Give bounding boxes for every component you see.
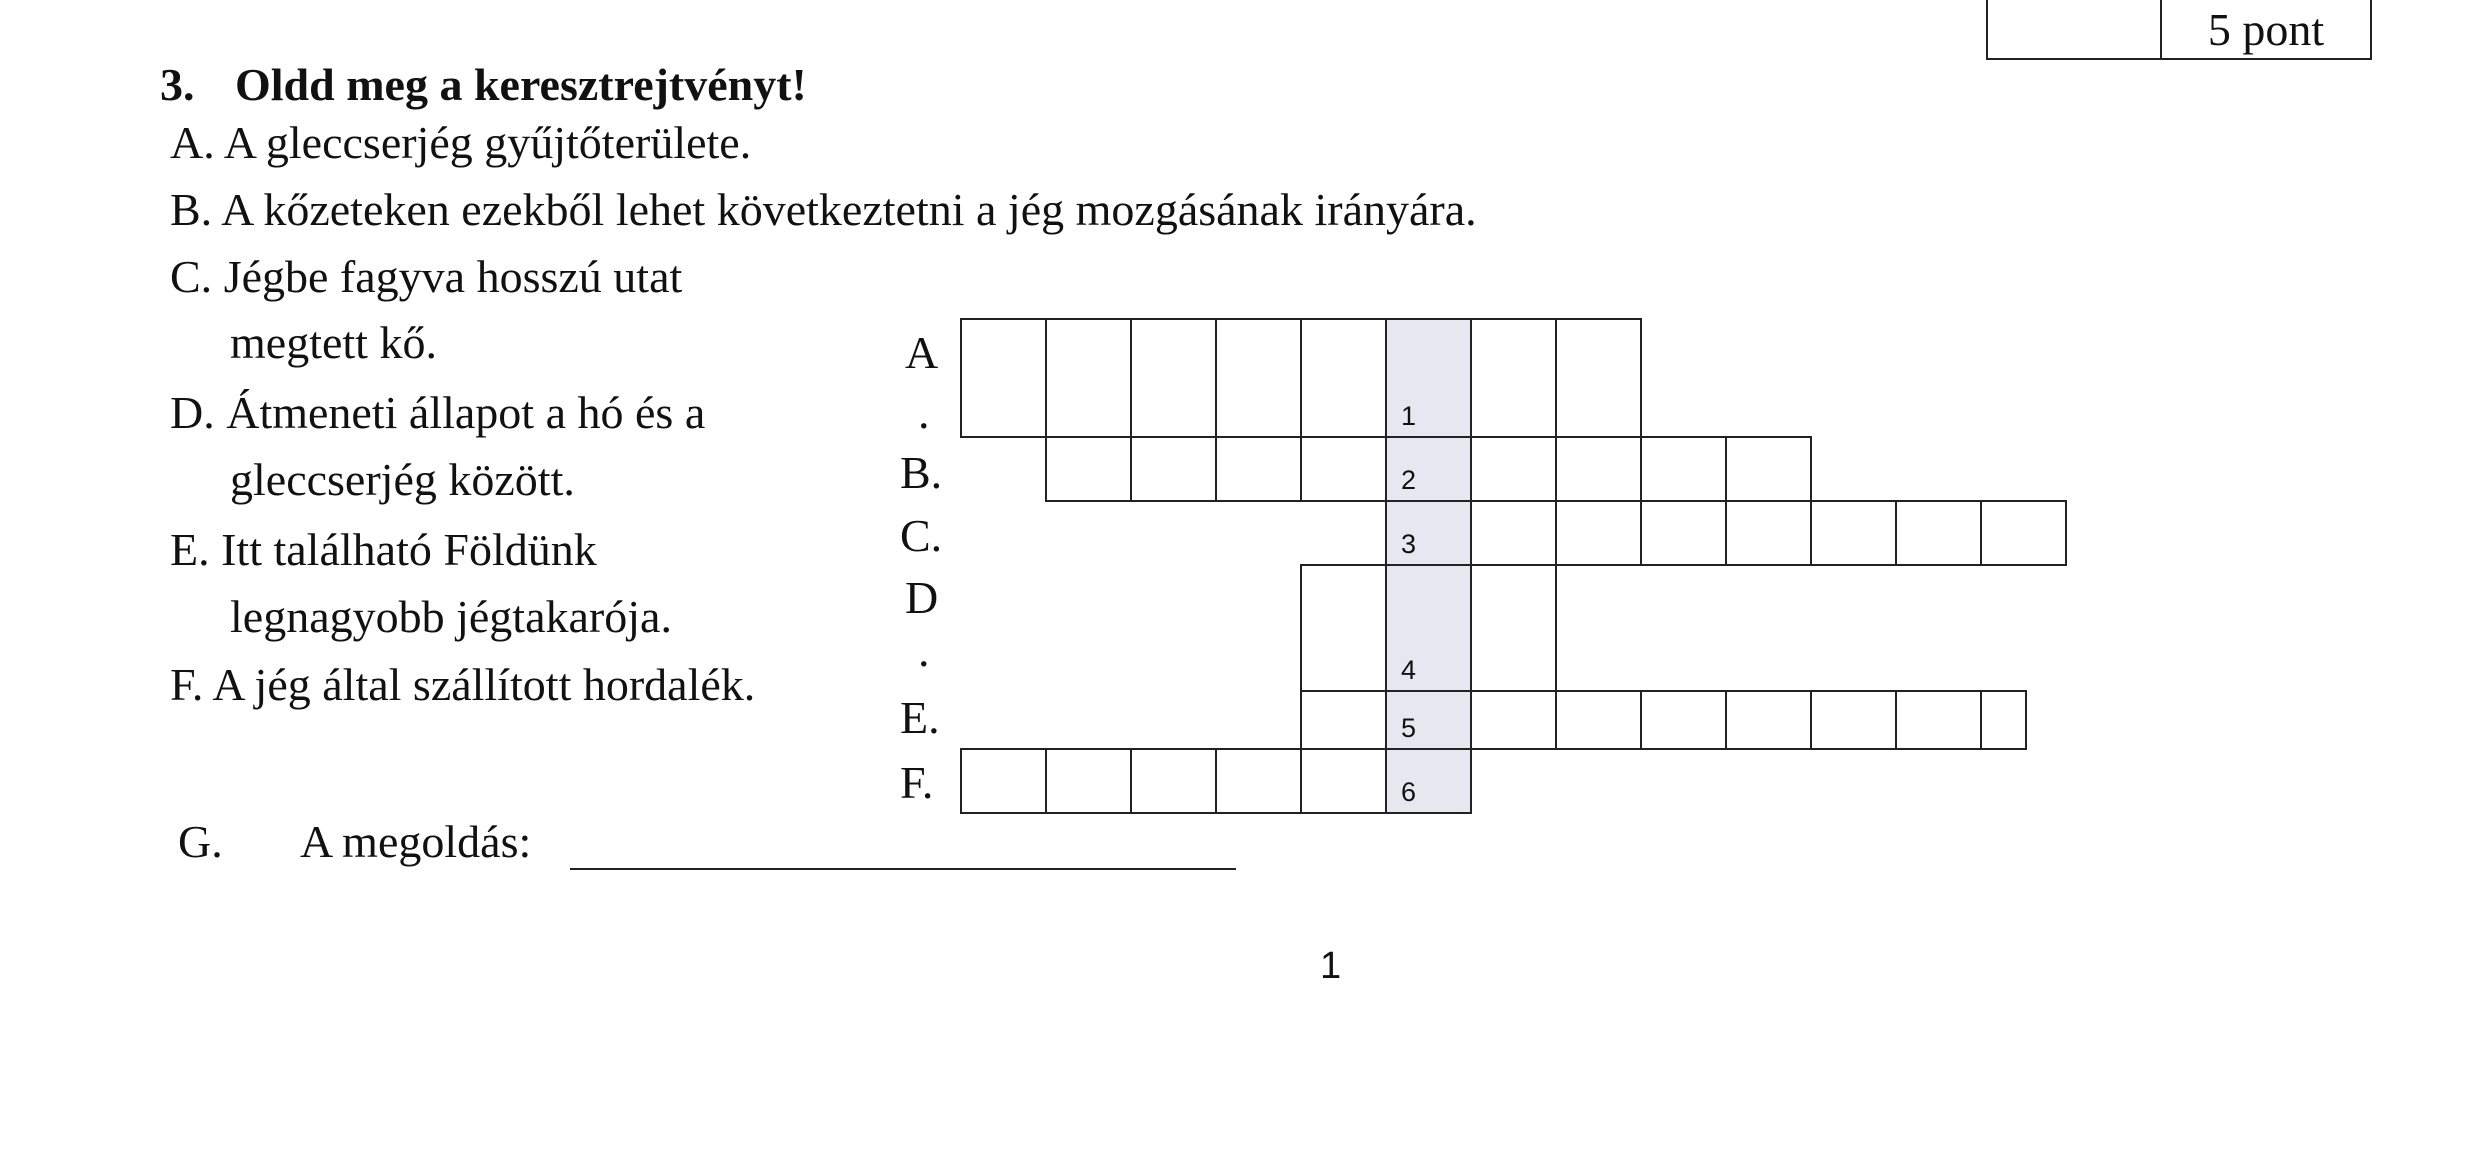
clue-a	[170, 118, 751, 169]
crossword-cell-number: 1	[1401, 401, 1417, 431]
crossword-cell-e-5[interactable]	[1640, 690, 1727, 750]
crossword-cell-a-3[interactable]	[1130, 318, 1217, 438]
clue-d	[170, 388, 705, 439]
crossword-cell-b-3[interactable]	[1215, 436, 1302, 502]
crossword-cell-number: 5	[1401, 713, 1417, 743]
crossword-cell-b-5[interactable]	[1385, 436, 1472, 502]
clue-c	[170, 252, 682, 303]
grid-label-d-dot: .	[918, 625, 930, 676]
grid-label-e: E.	[900, 692, 940, 743]
solution-label: A megoldás:	[300, 816, 532, 867]
crossword-cell-number: 2	[1401, 465, 1417, 495]
task-title-text: Oldd meg a keresztrejtvényt!	[235, 59, 807, 110]
clue-e	[170, 525, 597, 576]
clue-c-text-1: Jégbe fagyva hosszú utat	[223, 251, 683, 302]
solution-answer-line[interactable]	[570, 868, 1236, 870]
crossword-cell-b-9[interactable]	[1725, 436, 1812, 502]
task-number: 3.	[160, 59, 195, 110]
crossword-cell-number: 4	[1401, 655, 1417, 685]
task-title	[160, 58, 807, 111]
crossword-cell-c-1[interactable]	[1385, 500, 1472, 566]
grid-label-f: F.	[900, 757, 934, 808]
score-entry-field[interactable]	[1988, 0, 2162, 58]
crossword-cell-a-8[interactable]	[1555, 318, 1642, 438]
clue-d-text-2: gleccserjég között.	[230, 454, 575, 505]
crossword-cell-e-7[interactable]	[1810, 690, 1897, 750]
crossword-cell-e-9[interactable]	[1980, 690, 2027, 750]
crossword-cell-b-4[interactable]	[1300, 436, 1387, 502]
clue-e-text-1: Itt található Földünk	[221, 524, 597, 575]
solution-letter: G.	[178, 816, 223, 867]
clue-a-letter: A.	[170, 117, 215, 168]
grid-label-a: A	[905, 327, 939, 378]
crossword-cell-e-2[interactable]	[1385, 690, 1472, 750]
crossword-cell-a-4[interactable]	[1215, 318, 1302, 438]
crossword-cell-b-8[interactable]	[1640, 436, 1727, 502]
grid-label-c: C.	[900, 510, 943, 561]
crossword-cell-b-6[interactable]	[1470, 436, 1557, 502]
clue-d-text-1: Átmeneti állapot a hó és a	[226, 387, 706, 438]
crossword-cell-d-1[interactable]	[1300, 564, 1387, 692]
crossword-cell-c-3[interactable]	[1555, 500, 1642, 566]
clue-d-letter: D.	[170, 387, 215, 438]
crossword-cell-e-1[interactable]	[1300, 690, 1387, 750]
clue-f-text: A jég által szállított hordalék.	[212, 659, 756, 710]
crossword-cell-e-3[interactable]	[1470, 690, 1557, 750]
clue-b-letter: B.	[170, 184, 213, 235]
crossword-cell-b-2[interactable]	[1130, 436, 1217, 502]
crossword-cell-c-8[interactable]	[1980, 500, 2067, 566]
crossword-cell-f-3[interactable]	[1130, 748, 1217, 814]
clue-b-text: A kőzeteken ezekből lehet következtetni a jég mozgásának irányára.	[221, 184, 1477, 235]
crossword-cell-c-4[interactable]	[1640, 500, 1727, 566]
crossword-cell-number: 6	[1401, 777, 1417, 807]
crossword-cell-c-5[interactable]	[1725, 500, 1812, 566]
grid-label-b: B.	[900, 447, 943, 498]
crossword-cell-a-2[interactable]	[1045, 318, 1132, 438]
crossword-cell-f-1[interactable]	[960, 748, 1047, 814]
crossword-cell-b-7[interactable]	[1555, 436, 1642, 502]
crossword-cell-e-6[interactable]	[1725, 690, 1812, 750]
grid-label-d: D	[905, 572, 939, 623]
score-points-label: 5 pont	[2207, 4, 2325, 55]
crossword-cell-e-4[interactable]	[1555, 690, 1642, 750]
page-number: 1	[1320, 945, 1342, 987]
crossword-cell-c-7[interactable]	[1895, 500, 1982, 566]
crossword-cell-e-8[interactable]	[1895, 690, 1982, 750]
crossword-cell-c-6[interactable]	[1810, 500, 1897, 566]
crossword-cell-a-7[interactable]	[1470, 318, 1557, 438]
crossword-cell-c-2[interactable]	[1470, 500, 1557, 566]
crossword-cell-b-1[interactable]	[1045, 436, 1132, 502]
crossword-cell-a-5[interactable]	[1300, 318, 1387, 438]
score-box	[1986, 0, 2372, 60]
crossword-cell-number: 3	[1401, 529, 1417, 559]
crossword-cell-f-4[interactable]	[1215, 748, 1302, 814]
crossword-cell-d-3[interactable]	[1470, 564, 1557, 692]
crossword-cell-f-5[interactable]	[1300, 748, 1387, 814]
clue-b	[170, 185, 1477, 236]
clue-e-letter: E.	[170, 524, 210, 575]
crossword-cell-a-1[interactable]	[960, 318, 1047, 438]
clue-e-text-2: legnagyobb jégtakarója.	[230, 591, 672, 642]
clue-c-letter: C.	[170, 251, 213, 302]
crossword-cell-f-6[interactable]	[1385, 748, 1472, 814]
clue-f	[170, 660, 755, 711]
clue-c-text-2: megtett kő.	[230, 317, 437, 368]
clue-f-letter: F.	[170, 659, 204, 710]
crossword-cell-a-6[interactable]	[1385, 318, 1472, 438]
crossword-cell-d-2[interactable]	[1385, 564, 1472, 692]
clue-a-text: A gleccserjég gyűjtőterülete.	[223, 117, 752, 168]
grid-label-a-dot: .	[918, 387, 930, 438]
crossword-cell-f-2[interactable]	[1045, 748, 1132, 814]
